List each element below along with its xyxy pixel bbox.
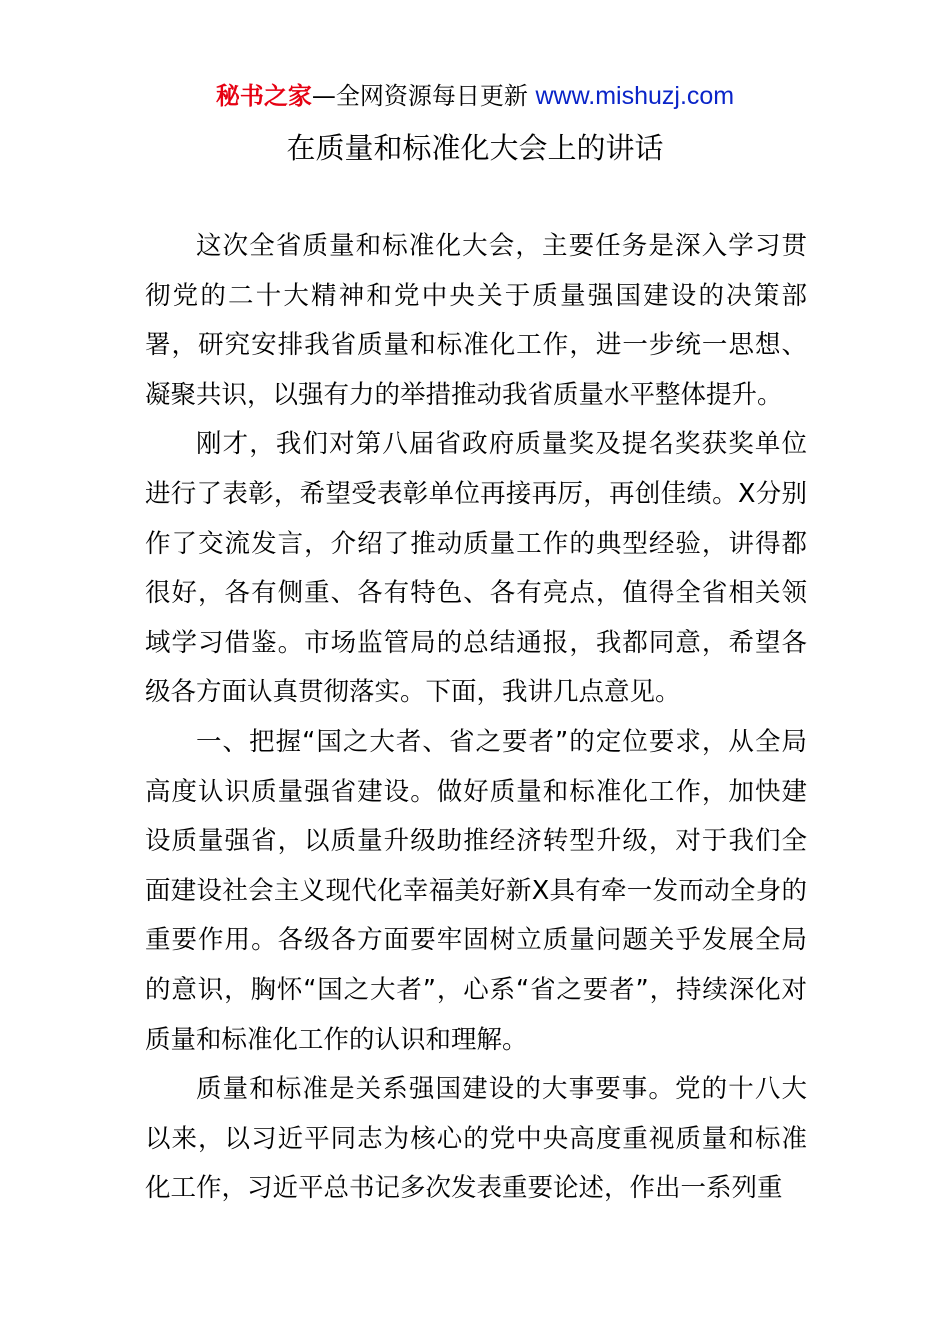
- site-url-link[interactable]: www.mishuzj.com: [535, 82, 735, 110]
- paragraph-4: 质量和标准是关系强国建设的大事要事。党的十八大以来，以习近平同志为核心的党中央高度重视质量和标准化工作，习近平总书记多次发表重要论述，作出一系列重: [145, 1074, 807, 1204]
- document-title: 在质量和标准化大会上的讲话: [286, 131, 664, 165]
- paragraph-2: 刚才，我们对第八届省政府质量奖及提名奖获奖单位进行了表彰，希望受表彰单位再接再厉，再创佳绩。X分别作了交流发言，介绍了推动质量工作的典型经验，讲得都很好，各有侧重、各有特色、各有亮点，值得全省相关领域学习借鉴。市场监管局的总结通报，我都同意，希望各级各方面认真贯彻落实。下面，我讲几点意见。: [145, 429, 807, 708]
- paragraph-1: 这次全省质量和标准化大会，主要任务是深入学习贯彻党的二十大精神和党中央关于质量强国建设的决策部署，研究安排我省质量和标准化工作，进一步统一思想、凝聚共识，以强有力的举措推动我省质量水平整体提升。: [145, 231, 807, 410]
- site-tagline: —全网资源每日更新: [311, 82, 536, 110]
- site-header: [0, 80, 950, 112]
- document-body: [145, 222, 807, 1214]
- paragraph-3: 一、把握“国之大者、省之要者”的定位要求，从全局高度认识质量强省建设。做好质量和标准化工作，加快建设质量强省，以质量升级助推经济转型升级，对于我们全面建设社会主义现代化幸福美好新X具有牵一发而动全身的重要作用。各级各方面要牢固树立质量问题关乎发展全局的意识，胸怀“国之大者”，心系“省之要者”，持续深化对质量和标准化工作的认识和理解。: [145, 726, 807, 1055]
- site-brand: 秘书之家: [215, 82, 312, 110]
